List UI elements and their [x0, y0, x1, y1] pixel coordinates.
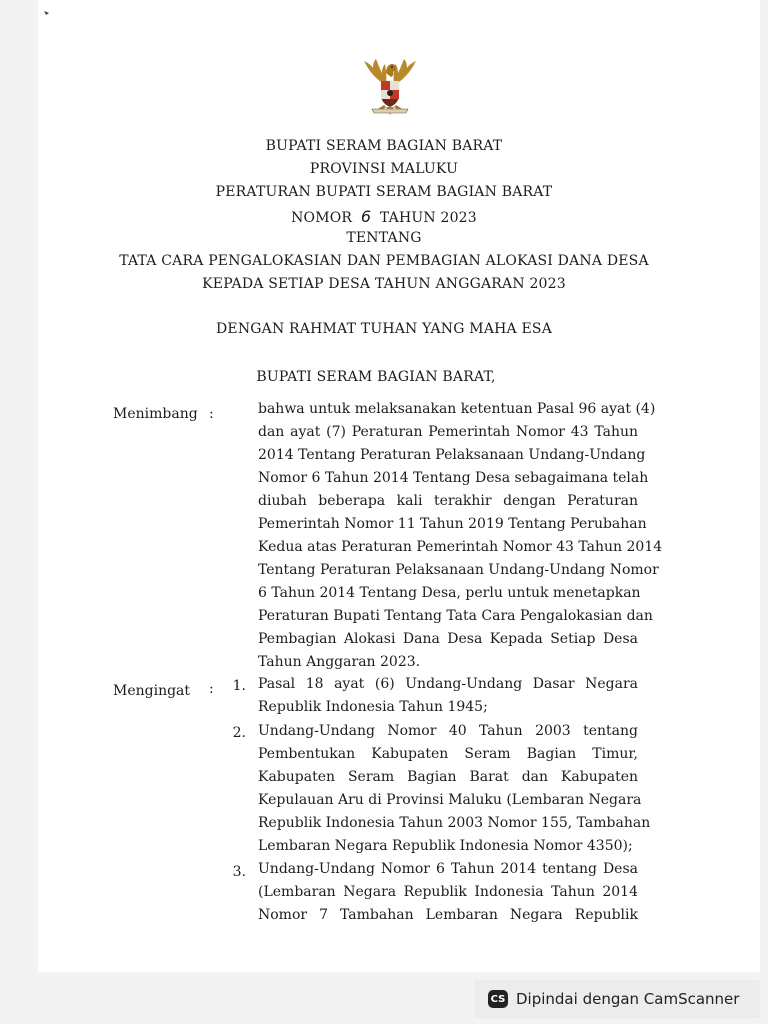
camscanner-watermark: [474, 980, 760, 1018]
garuda-emblem-icon: [356, 55, 424, 117]
mengingat-item-line: Kabupaten Seram Bagian Barat dan Kabupaten: [258, 769, 638, 785]
menimbang-line: dan ayat (7) Peraturan Pemerintah Nomor 43 Tahun: [258, 424, 638, 440]
menimbang-line: 2014 Tentang Peraturan Pelaksanaan Undang-Undang: [258, 447, 646, 463]
mengingat-item-number: 3.: [232, 864, 246, 880]
mengingat-item-3: [258, 858, 638, 927]
mengingat-item-1: [258, 673, 638, 719]
menimbang-line: Pembagian Alokasi Dana Desa Kepada Setiap Desa: [258, 631, 638, 647]
header-line-tentang: TENTANG: [346, 230, 422, 246]
menimbang-line: 6 Tahun 2014 Tentang Desa, perlu untuk menetapkan: [258, 585, 641, 601]
camscanner-logo-icon: CS: [488, 990, 508, 1008]
nomor-prefix: NOMOR: [291, 210, 353, 226]
header-line-peraturan: PERATURAN BUPATI SERAM BAGIAN BARAT: [215, 184, 553, 200]
camscanner-text: Dipindai dengan CamScanner: [516, 990, 740, 1008]
menimbang-line: Peraturan Bupati Tentang Tata Cara Pengalokasian dan: [258, 608, 653, 624]
mengingat-item-line: Lembaran Negara Republik Indonesia Nomor 4350);: [258, 838, 633, 854]
mengingat-item-2: [258, 720, 651, 858]
document-title-line-2: KEPADA SETIAP DESA TAHUN ANGGARAN 2023: [202, 276, 566, 292]
mengingat-item-line: Pembentukan Kabupaten Seram Bagian Timur,: [258, 746, 638, 762]
menimbang-line: Nomor 6 Tahun 2014 Tentang Desa sebagaimana telah: [258, 470, 649, 486]
header-line-bupati: BUPATI SERAM BAGIAN BARAT: [265, 138, 503, 154]
mengingat-item-line: Nomor 7 Tambahan Lembaran Negara Republik: [258, 907, 638, 923]
nomor-suffix: TAHUN 2023: [379, 210, 477, 226]
header-line-provinsi: PROVINSI MALUKU: [309, 161, 459, 177]
mengingat-item-line: Undang-Undang Nomor 40 Tahun 2003 tentang: [258, 723, 638, 739]
nomor-handwritten-value: 6: [360, 207, 372, 226]
mengingat-item-number: 2.: [232, 725, 246, 741]
scan-speck: [44, 10, 50, 16]
menimbang-line: bahwa untuk melaksanakan ketentuan Pasal 96 ayat (4): [258, 401, 656, 417]
mengingat-item-number: 1.: [232, 678, 246, 694]
mengingat-item-line: Kepulauan Aru di Provinsi Maluku (Lembaran Negara: [258, 792, 642, 808]
menimbang-label: Menimbang: [113, 406, 198, 422]
menimbang-line: Kedua atas Peraturan Pemerintah Nomor 43 Tahun 2014: [258, 539, 663, 555]
document-title-line-1: TATA CARA PENGALOKASIAN DAN PEMBAGIAN ALOKASI DANA DESA: [119, 253, 649, 269]
menimbang-line: Pemerintah Nomor 11 Tahun 2019 Tentang Perubahan: [258, 516, 647, 532]
invocation-line: DENGAN RAHMAT TUHAN YANG MAHA ESA: [215, 321, 553, 337]
menimbang-line: diubah beberapa kali terakhir dengan Peraturan: [258, 493, 638, 509]
mengingat-item-line: Republik Indonesia Tahun 2003 Nomor 155, Tambahan: [258, 815, 651, 831]
menimbang-line: Tahun Anggaran 2023.: [258, 654, 421, 670]
menimbang-colon: :: [209, 406, 214, 422]
mengingat-item-line: Pasal 18 ayat (6) Undang-Undang Dasar Negara: [258, 676, 638, 692]
mengingat-item-line: (Lembaran Negara Republik Indonesia Tahun 2014: [258, 884, 638, 900]
mengingat-colon: :: [209, 681, 214, 697]
mengingat-item-line: Republik Indonesia Tahun 1945;: [258, 699, 488, 715]
menimbang-text: [258, 398, 663, 674]
menimbang-line: Tentang Peraturan Pelaksanaan Undang-Undang Nomor: [258, 562, 659, 578]
issuer-line: BUPATI SERAM BAGIAN BARAT,: [256, 369, 496, 385]
mengingat-label: Mengingat: [113, 683, 191, 699]
header-nomor-line: [0, 207, 768, 226]
mengingat-item-line: Undang-Undang Nomor 6 Tahun 2014 tentang Desa: [258, 861, 638, 877]
